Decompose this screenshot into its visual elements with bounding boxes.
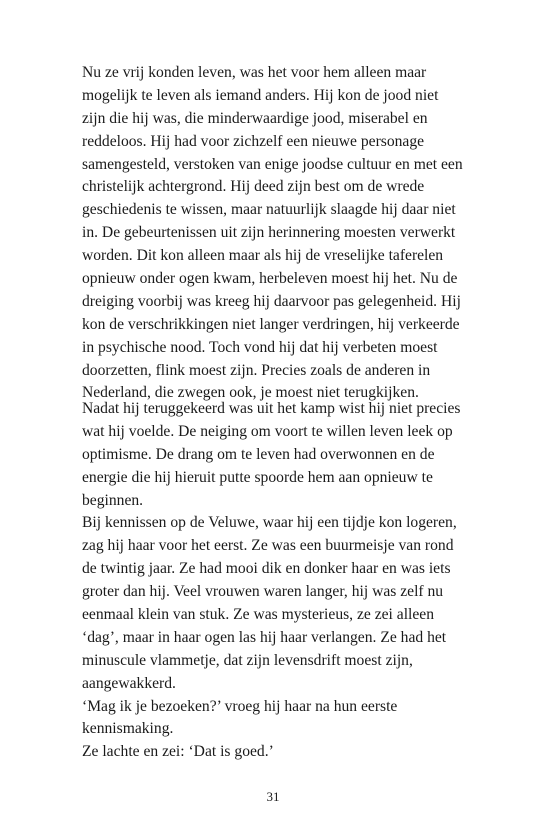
text-line: ‘dag’, maar in haar ogen las hij haar verlangen. Ze had het (82, 628, 447, 646)
text-line: ‘Mag ik je bezoeken?’ vroeg hij haar na hun eerste (82, 697, 398, 715)
paragraph-2 (82, 398, 482, 764)
text-line: de twintig jaar. Ze had mooi dik en donker haar en was iets (82, 560, 451, 578)
text-line: kennismaking. (82, 720, 174, 738)
text-line: zijn die hij was, die minderwaardige jood, miserabel en (82, 109, 428, 127)
text-line: reddeloos. Hij had voor zichzelf een nieuwe personage (82, 132, 425, 150)
text-line: geschiedenis te wissen, maar natuurlijk slaagde hij daar niet (82, 201, 456, 219)
text-line: dreiging voorbij was kreeg hij daarvoor pas gelegenheid. Hij (82, 292, 461, 310)
paragraph-1 (82, 62, 482, 405)
text-line: wat hij voelde. De neiging om voort te willen leven leek op (82, 422, 453, 440)
text-line: beginnen. (82, 491, 144, 509)
text-line: Nu ze vrij konden leven, was het voor hem alleen maar (82, 64, 427, 81)
text-line: energie die hij hieruit putte spoorde hem aan opnieuw te (82, 468, 433, 486)
text-line: aangewakkerd. (82, 674, 176, 692)
text-line: kon de verschrikkingen niet langer verdringen, hij verkeerde (82, 315, 460, 333)
text-line: zag hij haar voor het eerst. Ze was een buurmeisje van rond (82, 537, 454, 555)
text-line: minuscule vlammetje, dat zijn levensdrift moest zijn, (82, 651, 413, 669)
text-line: samengesteld, verstoken van enige joodse cultuur en met een (82, 155, 463, 173)
text-line: eenmaal klein van stuk. Ze was mysterieus, ze zei alleen (82, 606, 435, 624)
text-line: optimisme. De drang om te leven had overwonnen en de (82, 445, 435, 463)
text-line: christelijk achtergrond. Hij deed zijn best om de wrede (82, 178, 425, 196)
text-line: Bij kennissen op de Veluwe, waar hij een tijdje kon logeren, (82, 514, 457, 532)
text-line: in psychische nood. Toch vond hij dat hij verbeten moest (82, 338, 438, 356)
text-line: mogelijk te leven als iemand anders. Hij kon de jood niet (82, 86, 439, 104)
text-line: Nadat hij teruggekeerd was uit het kamp wist hij niet precies (82, 400, 461, 417)
text-line: opnieuw onder ogen kwam, herbeleven moest hij het. Nu de (82, 270, 458, 288)
text-line: Ze lachte en zei: ‘Dat is goed.’ (82, 743, 274, 761)
text-line: worden. Dit kon alleen maar als hij de vreselijke taferelen (82, 247, 444, 265)
text-line: doorzetten, flink moest zijn. Precies zoals de anderen in (82, 361, 431, 379)
text-line: Nederland, die zwegen ook, je moest niet terugkijken. (82, 384, 419, 402)
text-line: in. De gebeurtenissen uit zijn herinnering moesten verwerkt (82, 224, 456, 242)
page-number: 31 (266, 789, 280, 804)
text-line: groter dan hij. Veel vrouwen waren langer, hij was zelf nu (82, 583, 444, 601)
